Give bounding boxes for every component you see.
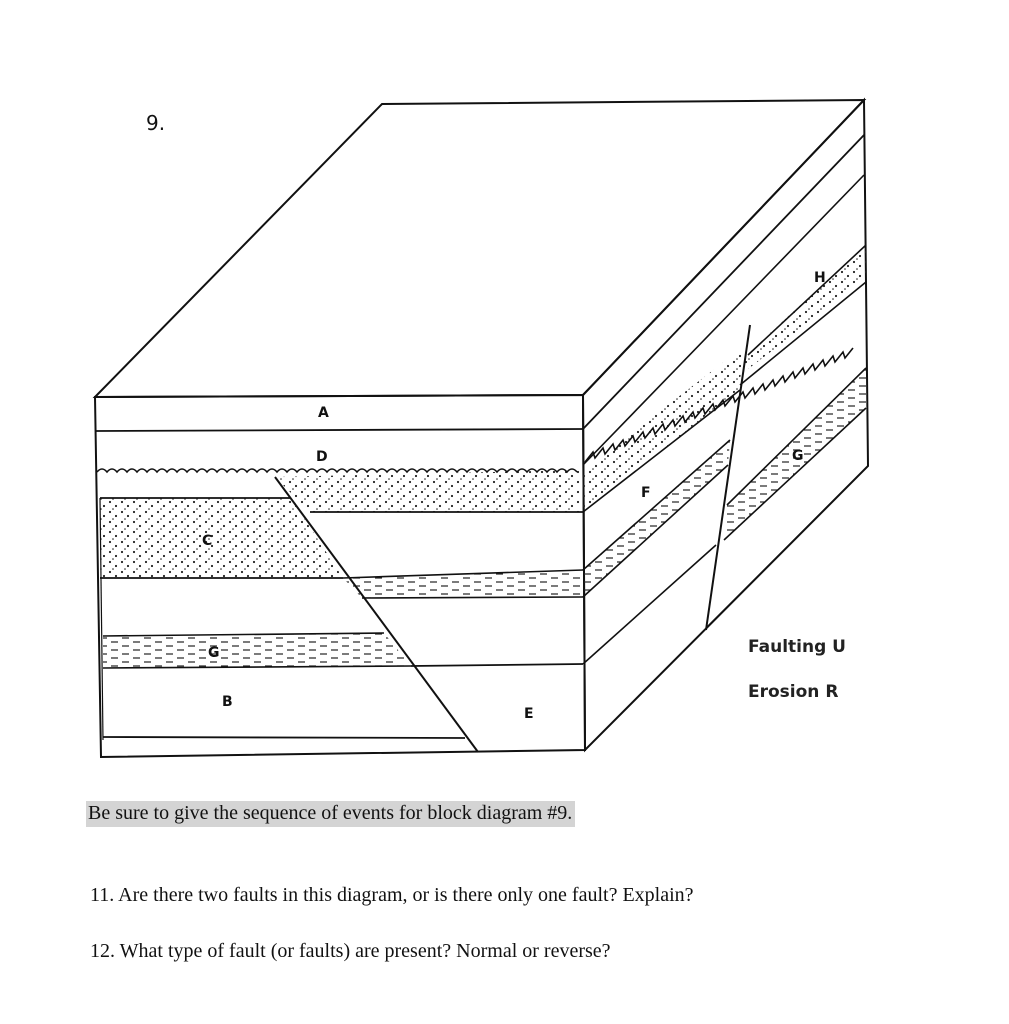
legend-faulting: Faulting U xyxy=(748,637,846,657)
layer-a-base xyxy=(96,429,583,431)
layer-label-f: F xyxy=(641,485,651,501)
legend-erosion: Erosion R xyxy=(748,682,839,702)
fault-front xyxy=(275,477,478,752)
layer-e-top xyxy=(411,664,583,666)
layer-c-front xyxy=(100,498,343,578)
figure-number: 9. xyxy=(146,111,166,135)
question-11: 11. Are there two faults in this diagram, or is there only one fault? Explain? xyxy=(90,884,694,906)
instruction-text: Be sure to give the sequence of events for block diagram #9. xyxy=(86,801,575,827)
layer-g-front xyxy=(103,633,411,668)
unconformity-front xyxy=(97,469,577,472)
layer-b-base xyxy=(103,737,465,738)
layer-label-h: H xyxy=(814,270,826,286)
side-layer-g-top xyxy=(727,368,866,505)
side-layer-h-top xyxy=(748,245,866,355)
layer-g-right-base xyxy=(362,597,583,598)
layer-label-g-side: G xyxy=(792,448,804,464)
layer-label-e: E xyxy=(524,706,534,722)
layer-d-dotted-front xyxy=(275,470,580,512)
layer-label-a: A xyxy=(318,405,329,421)
side-bottom-inner xyxy=(706,466,868,628)
layer-label-d: D xyxy=(316,449,328,465)
layer-label-b: B xyxy=(222,694,233,710)
top-face xyxy=(95,100,864,397)
layer-label-g-front: G xyxy=(208,645,220,661)
layer-label-c: C xyxy=(202,533,213,549)
side-layer-g-base xyxy=(724,408,866,540)
question-12: 12. What type of fault (or faults) are present? Normal or reverse? xyxy=(90,940,611,962)
